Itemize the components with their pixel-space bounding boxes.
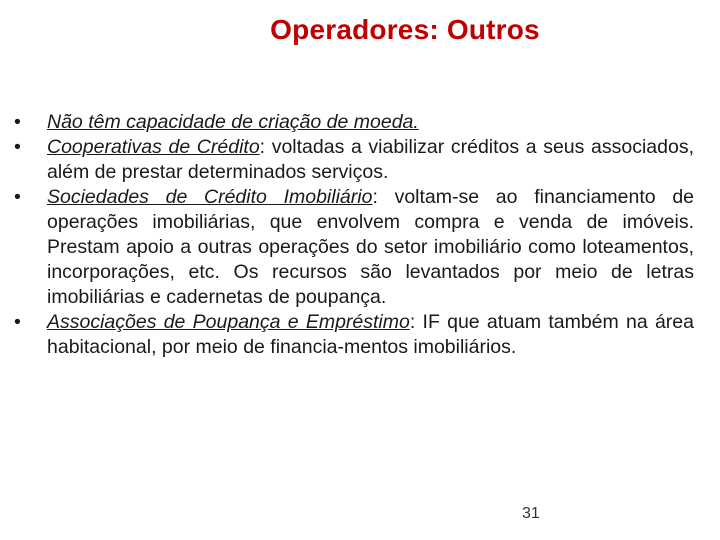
bullet-text: : voltadas a viabilizar créditos a seus associados, além de prestar determinados serviços. [47, 136, 694, 183]
bullet-list [14, 110, 694, 360]
bullet-text: : voltam-se ao financiamento de operações imobiliárias, que envolvem compra e venda de imóveis. Prestam apoio a outras operações do setor imobiliário como loteamentos, incorporações, etc. Os recursos são levantados por meio de letras imobiliárias e cadernetas de poupança. [47, 186, 695, 308]
bullet-term: Sociedades de Crédito Imobiliário [47, 186, 373, 208]
slide-title: Operadores: Outros [270, 14, 540, 45]
bullet-point-icon: • [14, 186, 21, 208]
bullet-term: Não têm capacidade de criação de moeda. [47, 111, 419, 133]
bullet-item-no-money-creation [14, 110, 694, 135]
page-number: 31 [522, 505, 540, 522]
bullet-point-icon: • [14, 311, 21, 333]
bullet-item-sociedades [14, 185, 694, 310]
bullet-text: : IF que atuam também na área habitacional, por meio de financia-mentos imobiliários. [47, 311, 694, 358]
bullet-item-cooperativas [14, 135, 694, 185]
bullet-point-icon: • [14, 111, 21, 133]
bullet-term: Associações de Poupança e Empréstimo [47, 311, 410, 333]
bullet-term: Cooperativas de Crédito [47, 136, 260, 158]
bullet-point-icon: • [14, 136, 21, 158]
bullet-item-associacoes [14, 310, 694, 360]
